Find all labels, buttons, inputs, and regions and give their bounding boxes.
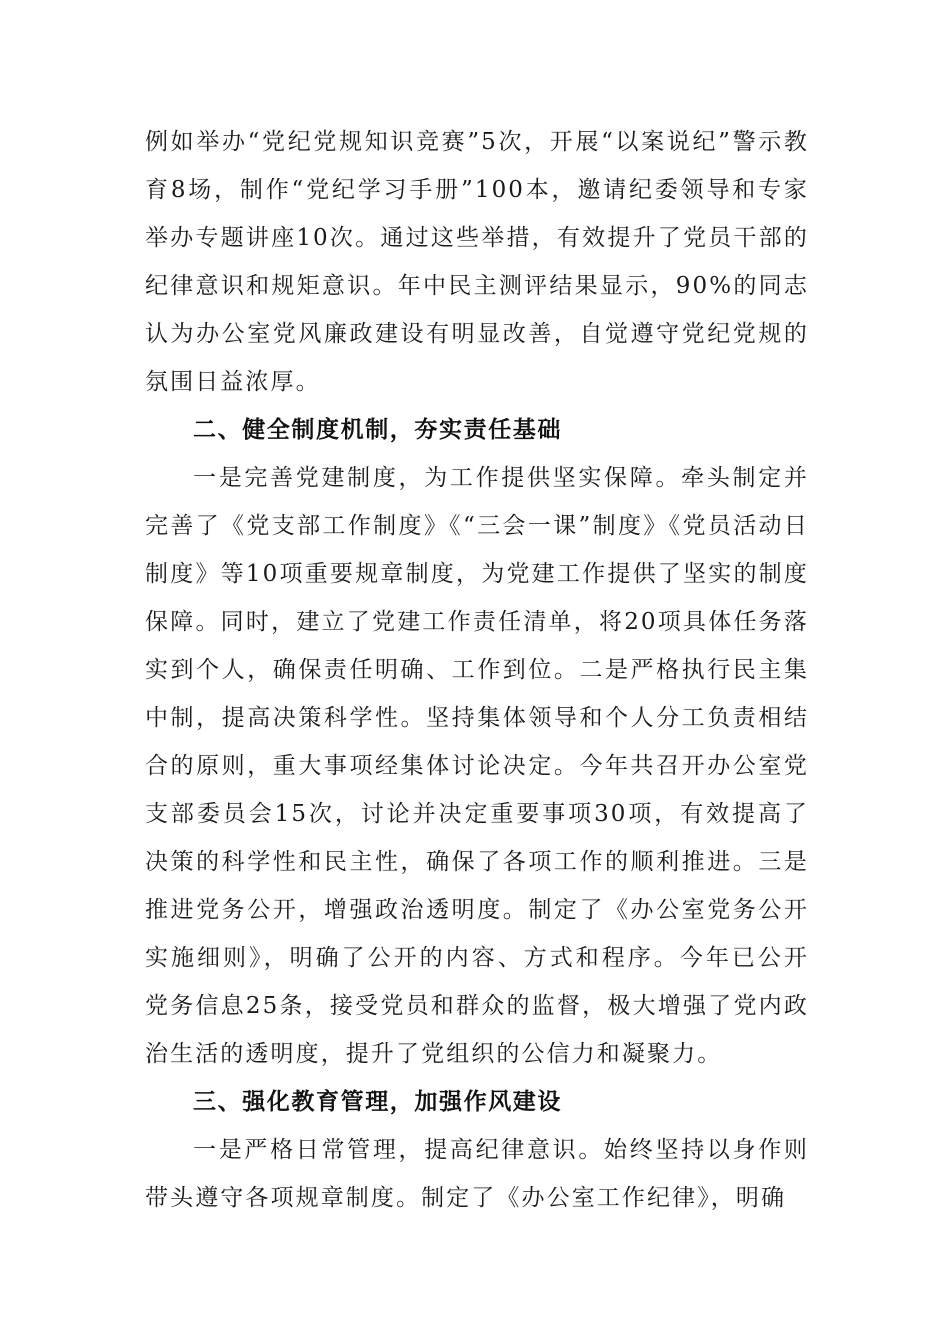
paragraph-section-2: 一是完善党建制度，为工作提供坚实保障。牵头制定并完善了《党支部工作制度》《“三会一课”制度》《党员活动日制度》等10项重要规章制度，为党建工作提供了坚实的制度保障。同时，建立了党建工作责任清单，将20项具体任务落实到个人，确保责任明确、工作到位。二是严格执行民主集中制，提高决策科学性。坚持集体领导和个人分工负责相结合的原则，重大事项经集体讨论决定。今年共召开办公室党支部委员会15次，讨论并决定重要事项30项，有效提高了决策的科学性和民主性，确保了各项工作的顺利推进。三是推进党务公开，增强政治透明度。制定了《办公室党务公开实施细则》，明确了公开的内容、方式和程序。今年已公开党务信息25条，接受党员和群众的监督，极大增强了党内政治生活的透明度，提升了党组织的公信力和凝聚力。 — [145, 465, 809, 1067]
paragraph-continuation: 例如举办“党纪党规知识竞赛”5次，开展“以案说纪”警示教育8场，制作“党纪学习手册”100本，邀请纪委领导和专家举办专题讲座10次。通过这些举措，有效提升了党员干部的纪律意识和规矩意识。年中民主测评结果显示，90%的同志认为办公室党风廉政建设有明显改善，自觉遵守党纪党规的氛围日益浓厚。 — [145, 129, 809, 395]
document-body — [145, 118, 809, 1222]
section-heading-2: 二、健全制度机制，夯实责任基础 — [193, 417, 562, 443]
section-heading-3: 三、强化教育管理，加强作风建设 — [193, 1089, 562, 1115]
paragraph-section-3: 一是严格日常管理，提高纪律意识。始终坚持以身作则带头遵守各项规章制度。制定了《办公室工作纪律》，明确 — [145, 1137, 809, 1211]
